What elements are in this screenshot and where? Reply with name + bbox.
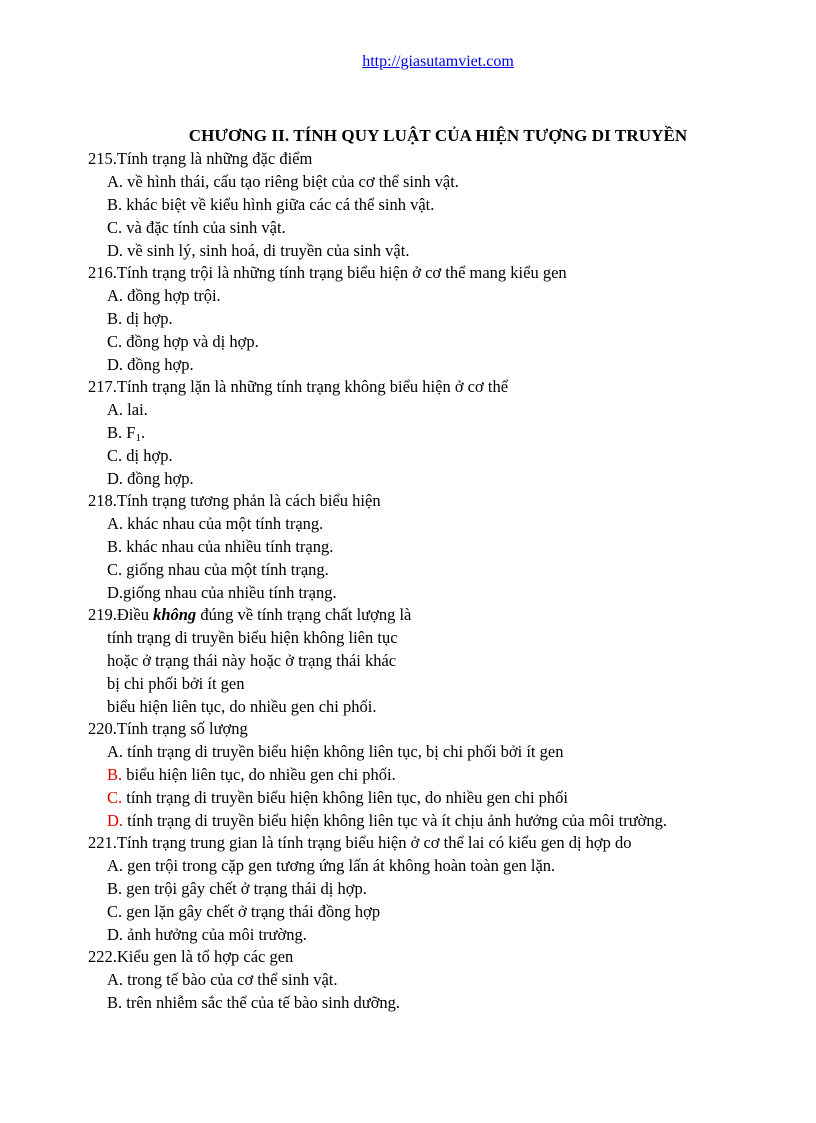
question-222-option-a: A. trong tế bào của cơ thể sinh vật.	[107, 970, 338, 989]
header-url-link[interactable]: http://giasutamviet.com	[362, 53, 514, 70]
question-217-option-d: D. đồng hợp.	[107, 469, 194, 488]
option-b-period: .	[140, 423, 146, 442]
question-218-option-d: D.giống nhau của nhiều tính trạng.	[107, 583, 337, 602]
emphasis-khong: không	[153, 605, 197, 624]
question-215-stem: 215.Tính trạng là những đặc điểm	[88, 149, 313, 168]
option-b-text: B. F	[107, 423, 136, 442]
option-b-text: biểu hiện liên tục, do nhiều gen chi phối.	[122, 765, 396, 784]
question-215-option-c: C. và đặc tính của sinh vật.	[107, 218, 286, 237]
question-218-option-b: B. khác nhau của nhiều tính trạng.	[107, 537, 334, 556]
question-219-stem	[88, 604, 411, 626]
question-219-option-a: tính trạng di truyền biểu hiện không liên tục	[107, 628, 398, 647]
option-letter-c: C.	[107, 788, 123, 807]
question-218-option-a: A. khác nhau của một tính trạng.	[107, 514, 324, 533]
question-220-stem: 220.Tính trạng số lượng	[88, 719, 248, 738]
question-221-option-b: B. gen trội gây chết ở trạng thái dị hợp.	[107, 879, 367, 898]
question-219-option-d: biểu hiện liên tục, do nhiều gen chi phối.	[107, 697, 377, 716]
question-217-option-a: A. lai.	[107, 400, 148, 419]
question-217-option-c: C. dị hợp.	[107, 446, 173, 465]
option-letter-d: D.	[107, 811, 124, 830]
question-221-stem: 221.Tính trạng trung gian là tính trạng biểu hiện ở cơ thể lai có kiểu gen dị hợp do	[88, 833, 632, 852]
subscript-one: 1	[135, 432, 141, 444]
option-d-text: tính trạng di truyền biểu hiện không liên tục và ít chịu ảnh hưởng của môi trường.	[123, 811, 668, 830]
question-220-option-b	[107, 764, 396, 786]
question-216-option-a: A. đồng hợp trội.	[107, 286, 221, 305]
option-c-text: tính trạng di truyền biểu hiện không liên tục, do nhiều gen chi phối	[122, 788, 569, 807]
question-219-option-b: hoặc ở trạng thái này hoặc ở trạng thái khác	[107, 651, 397, 670]
question-218-stem: 218.Tính trạng tương phản là cách biểu hiện	[88, 491, 381, 510]
question-221-option-c: C. gen lặn gây chết ở trạng thái đồng hợp	[107, 902, 381, 921]
question-217-stem: 217.Tính trạng lặn là những tính trạng không biểu hiện ở cơ thể	[88, 377, 509, 396]
question-216-option-b: B. dị hợp.	[107, 309, 173, 328]
question-220-option-a: A. tính trạng di truyền biểu hiện không liên tục, bị chi phối bởi ít gen	[107, 742, 564, 761]
stem-prefix: 219.Điều	[88, 605, 154, 624]
question-216-stem: 216.Tính trạng trội là những tính trạng biểu hiện ở cơ thể mang kiểu gen	[88, 263, 567, 282]
chapter-title: CHƯƠNG II. TÍNH QUY LUẬT CỦA HIỆN TƯỢNG DI TRUYỀN	[188, 126, 688, 145]
question-215-option-b: B. khác biệt về kiểu hình giữa các cá thể sinh vật.	[107, 195, 435, 214]
question-222-option-b: B. trên nhiễm sắc thể của tế bào sinh dưỡng.	[107, 993, 401, 1012]
question-220-option-d	[107, 810, 667, 832]
stem-suffix: đúng về tính trạng chất lượng là	[196, 605, 412, 624]
question-219-option-c: bị chi phối bởi ít gen	[107, 674, 245, 693]
question-222-stem: 222.Kiểu gen là tổ hợp các gen	[88, 947, 294, 966]
question-221-option-d: D. ảnh hưởng của môi trường.	[107, 925, 307, 944]
question-215-option-a: A. về hình thái, cấu tạo riêng biệt của cơ thể sinh vật.	[107, 172, 459, 191]
question-220-option-c	[107, 787, 568, 809]
question-218-option-c: C. giống nhau của một tính trạng.	[107, 560, 329, 579]
question-216-option-d: D. đồng hợp.	[107, 355, 194, 374]
option-letter-b: B.	[107, 765, 123, 784]
question-216-option-c: C. đồng hợp và dị hợp.	[107, 332, 259, 351]
question-215-option-d: D. về sinh lý, sinh hoá, di truyền của sinh vật.	[107, 241, 410, 260]
question-221-option-a: A. gen trội trong cặp gen tương ứng lấn át không hoàn toàn gen lặn.	[107, 856, 556, 875]
